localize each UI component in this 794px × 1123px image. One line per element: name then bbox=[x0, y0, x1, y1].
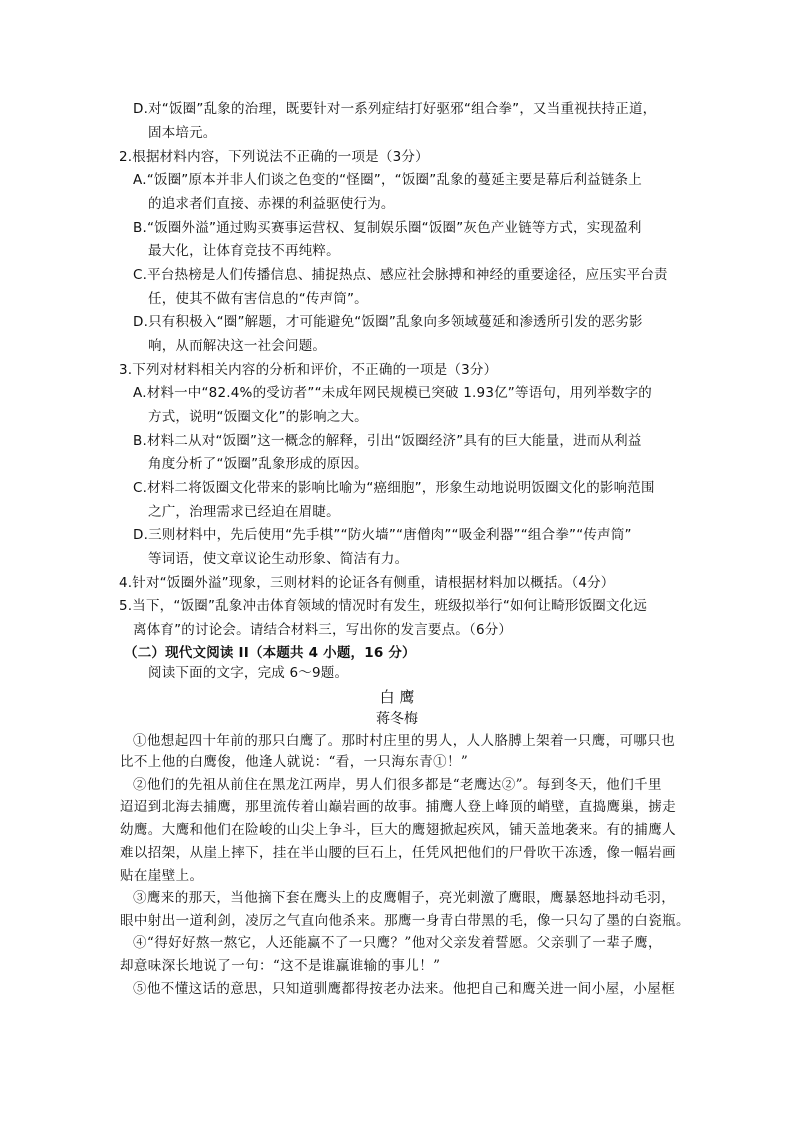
q3-option-d-line2: 等词语，使文章议论生动形象、简洁有力。 bbox=[148, 551, 409, 567]
q1-option-d-line2: 固本培元。 bbox=[148, 125, 217, 141]
q2-option-a-line1: A.“饭圈”原本并非人们谈之色变的“怪圈”，“饭圈”乱象的蔓延主要是幕后利益链条上 bbox=[133, 172, 642, 188]
story-p3-line1: ③鹰来的那天，当他摘下套在鹰头上的皮鹰帽子，亮光刺激了鹰眼，鹰暴怒地抖动毛羽， bbox=[133, 890, 676, 906]
q5-stem-line2: 离体育”的讨论会。请结合材料三，写出你的发言要点。（6分） bbox=[133, 622, 513, 638]
q3-option-a-line2: 方式，说明“饭圈文化”的影响之大。 bbox=[148, 409, 368, 425]
q2-option-c-line2: 任，使其不做有害信息的“传声筒”。 bbox=[148, 291, 368, 307]
story-p4-line2: 却意味深长地说了一句：“这不是谁赢谁输的事儿！” bbox=[120, 958, 441, 974]
story-p2-line4: 难以招架，从崖上摔下，挂在半山腰的巨石上，任凭风把他们的尸骨吹干冻透，像一幅岩画 bbox=[120, 845, 676, 861]
q2-option-b-line2: 最大化，让体育竞技不再纯粹。 bbox=[148, 243, 340, 259]
story-author: 蒋冬梅 bbox=[376, 711, 418, 727]
story-p1-line1: ①他想起四十年前的那只白鹰了。那时村庄里的男人，人人胳膊上架着一只鹰，可哪只也 bbox=[133, 733, 676, 749]
story-p2-line3: 幼鹰。大鹰和他们在险峻的山尖上争斗，巨大的鹰翅掀起疾风，铺天盖地袭来。有的捕鹰人 bbox=[120, 822, 676, 838]
section-instruction: 阅读下面的文字，完成 6～9题。 bbox=[148, 665, 349, 681]
q4-stem: 4.针对“饭圈外溢”现象，三则材料的论证各有侧重，请根据材料加以概括。（4分） bbox=[119, 575, 615, 591]
story-p2-line5: 贴在崖壁上。 bbox=[120, 868, 204, 884]
q1-option-d-line1: D.对“饭圈”乱象的治理，既要针对一系列症结打好驱邪“组合拳”，又当重视扶持正道， bbox=[133, 101, 657, 117]
story-p1-line2: 比不上他的白鹰俊，他逢人就说：“看，一只海东青①！” bbox=[120, 754, 469, 770]
q2-option-a-line2: 的追求者们直接、赤裸的利益驱使行为。 bbox=[148, 196, 395, 212]
story-p5-line1: ⑤他不懂这话的意思，只知道驯鹰都得按老办法来。他把自己和鹰关进一间小屋，小屋框 bbox=[133, 981, 676, 997]
q2-option-c-line1: C.平台热榜是人们传播信息、捕捉热点、感应社会脉搏和神经的重要途径，应压实平台责 bbox=[133, 267, 668, 283]
q3-option-c-line1: C.材料二将饭圈文化带来的影响比喻为“癌细胞”，形象生动地说明饭圈文化的影响范围 bbox=[133, 480, 655, 496]
q3-option-a-line1: A.材料一中“82.4%的受访者”“未成年网民规模已突破 1.93亿”等语句，用列举数字的 bbox=[133, 385, 652, 401]
q3-stem: 3.下列对材料相关内容的分析和评价，不正确的一项是（3分） bbox=[119, 362, 498, 378]
q3-option-c-line2: 之广，治理需求已经迫在眉睫。 bbox=[148, 504, 340, 520]
story-p4-line1: ④“得好好熬一熬它，人还能赢不了一只鹰？”他对父亲发着誓愿。父亲驯了一辈子鹰， bbox=[133, 935, 662, 951]
section-heading: （二）现代文阅读 II（本题共 4 小题，16 分） bbox=[124, 645, 416, 661]
q2-option-b-line1: B.“饭圈外溢”通过购买赛事运营权、复制娱乐圈“饭圈”灰色产业链等方式，实现盈利 bbox=[133, 220, 642, 236]
q2-option-d-line2: 响，从而解决这一社会问题。 bbox=[148, 338, 327, 354]
q3-option-b-line2: 角度分析了“饭圈”乱象形成的原因。 bbox=[148, 456, 368, 472]
story-p3-line2: 眼中射出一道利剑，凌厉之气直向他杀来。那鹰一身青白带黑的毛，像一只勾了墨的白瓷瓶。 bbox=[120, 913, 690, 929]
story-title: 白 鹰 bbox=[379, 688, 415, 706]
q2-stem: 2.根据材料内容，下列说法不正确的一项是（3分） bbox=[119, 149, 429, 165]
q2-option-d-line1: D.只有积极入“圈”解题，才可能避免“饭圈”乱象向多领域蔓延和渗透所引发的恶劣影 bbox=[133, 314, 643, 330]
q5-stem-line1: 5.当下，“饭圈”乱象冲击体育领域的情况时有发生，班级拟举行“如何让畸形饭圈文化远 bbox=[119, 598, 648, 614]
story-p2-line2: 迢迢到北海去捕鹰，那里流传着山巅岩画的故事。捕鹰人登上峰顶的峭壁，直捣鹰巢，掳走 bbox=[120, 799, 676, 815]
q3-option-b-line1: B.材料二从对“饭圈”这一概念的解释，引出“饭圈经济”具有的巨大能量，进而从利益 bbox=[133, 433, 642, 449]
q3-option-d-line1: D.三则材料中，先后使用“先手棋”“防火墙”“唐僧肉”“吸金利器”“组合拳”“传声筒” bbox=[133, 527, 632, 543]
story-p2-line1: ②他们的先祖从前住在黑龙江两岸，男人们很多都是“老鹰达②”。每到冬天，他们千里 bbox=[133, 777, 662, 793]
